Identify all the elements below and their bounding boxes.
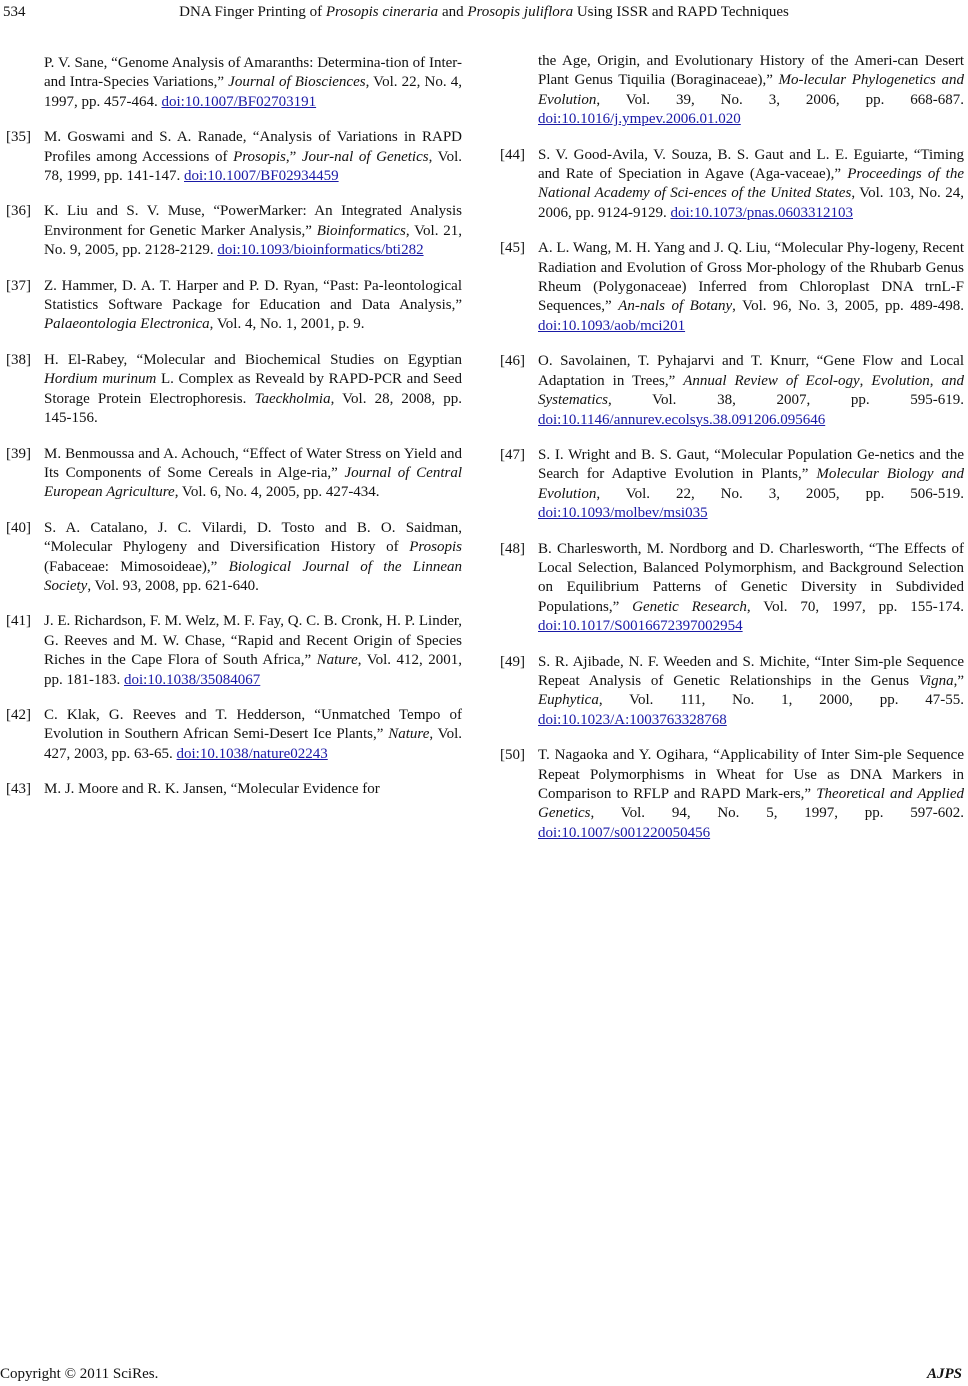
doi-link[interactable]: doi:10.1093/molbev/msi035 [538,505,708,522]
reference-number: [49] [500,653,525,670]
reference-number: [48] [500,540,525,557]
reference-entry [6,128,462,186]
doi-link[interactable]: doi:10.1023/A:1003763328768 [538,711,727,728]
reference-entry [500,653,964,731]
reference-number: [38] [6,351,31,368]
reference-text: C. Klak, G. Reeves and T. Hedderson, “Unmatched Tempo of Evolution in Southern African Semi-Desert Ice Plants,” Nature, Vol. 427, 2003, pp. 63-65. doi:10.1038/nature02243 [44,706,462,762]
doi-link[interactable]: doi:10.1093/aob/mci201 [538,317,686,334]
reference-entry [500,540,964,637]
references-right-column [500,52,964,859]
reference-text: J. E. Richardson, F. M. Welz, M. F. Fay, Q. C. B. Cronk, H. P. Linder, G. Reeves and M. W. Chase, “Rapid and Recent Origin of Species Riches in the Cape Flora of South Africa,” Nature, Vol. 412, 2001, pp. 181-183. doi:10.1038/35084067 [44,613,462,688]
doi-link[interactable]: doi:10.1146/annurev.ecolsys.38.091206.095646 [538,411,826,428]
reference-text: S. A. Catalano, J. C. Vilardi, D. Tosto and B. O. Saidman, “Molecular Phylogeny and Diversification History of Prosopis (Fabaceae: Mimosoideae),” Biological Journal of the Linnean Society, Vol. 93, 2008, pp. 621-640. [44,519,462,594]
reference-text: S. R. Ajibade, N. F. Weeden and S. Michite, “Inter Sim-ple Sequence Repeat Analysis of Genetic Relationships in the Genus Vigna,” Euphytica, Vol. 111, No. 1, 2000, pp. 47-55. doi:10.1023/A:1003763328768 [538,653,964,728]
reference-entry [6,54,462,112]
reference-number: [35] [6,129,31,146]
reference-number: [42] [6,706,31,723]
reference-entry [500,746,964,843]
doi-link[interactable]: doi:10.1007/s001220050456 [538,824,711,841]
reference-entry [500,239,964,336]
reference-text: M. J. Moore and R. K. Jansen, “Molecular Evidence for [44,781,380,798]
reference-number: [36] [6,203,31,220]
reference-entry [500,52,964,130]
reference-number: [45] [500,240,525,257]
doi-link[interactable]: doi:10.1007/BF02934459 [184,168,339,185]
doi-link[interactable]: doi:10.1038/nature02243 [176,745,328,762]
reference-text: the Age, Origin, and Evolutionary History of the Ameri-can Desert Plant Genus Tiquilia (Boraginaceae),” Mo-lecular Phylogenetics and Evolution, Vol. 39, No. 3, 2006, pp. 668-687. doi:10.1016/j.ympev.2006.01.020 [538,53,964,128]
reference-entry [6,519,462,597]
reference-number: [41] [6,613,31,630]
reference-entry [500,446,964,524]
doi-link[interactable]: doi:10.1073/pnas.0603312103 [670,204,853,221]
reference-text: M. Goswami and S. A. Ranade, “Analysis of Variations in RAPD Profiles among Accessions of Prosopis,” Jour-nal of Genetics, Vol. 78, 1999, pp. 141-147. doi:10.1007/BF02934459 [44,129,462,185]
reference-number: [47] [500,446,525,463]
reference-entry [500,352,964,430]
doi-link[interactable]: doi:10.1017/S0016672397002954 [538,618,743,635]
reference-number: [40] [6,519,31,536]
reference-number: [44] [500,146,525,163]
reference-text: T. Nagaoka and Y. Ogihara, “Applicability of Inter Sim-ple Sequence Repeat Polymorphisms in Wheat for Use as DNA Markers in Comparison to RFLP and RAPD Mark-ers,” Theoretical and Applied Genetics, Vol. 94, No. 5, 1997, pp. 597-602. doi:10.1007/s001220050456 [538,747,964,841]
doi-link[interactable]: doi:10.1016/j.ympev.2006.01.020 [538,111,741,128]
running-header [0,2,968,24]
reference-text: K. Liu and S. V. Muse, “PowerMarker: An Integrated Analysis Environment for Genetic Marker Analysis,” Bioinformatics, Vol. 21, No. 9, 2005, pp. 2128-2129. doi:10.1093/bioinformatics/bti282 [44,203,463,259]
reference-number: [50] [500,747,525,764]
reference-text: S. I. Wright and B. S. Gaut, “Molecular Population Ge-netics and the Search for Adaptive Evolution in Plants,” Molecular Biology and Evolution, Vol. 22, No. 3, 2005, pp. 506-519. doi:10.1093/molbev/msi035 [538,446,964,522]
running-title: DNA Finger Printing of Prosopis cineraria and Prosopis juliflora Using ISSR and RAPD Techniques [179,4,789,20]
reference-entry [6,445,462,503]
doi-link[interactable]: doi:10.1038/35084067 [124,671,261,688]
journal-abbreviation: AJPS [926,1366,962,1382]
reference-text: H. El-Rabey, “Molecular and Biochemical Studies on Egyptian Hordium murinum L. Complex as Reveald by RAPD-PCR and Seed Storage Protein Electrophoresis. Taeckholmia, Vol. 28, 2008, pp. 145-156. [44,351,462,427]
reference-number: [43] [6,781,31,798]
reference-number: [37] [6,277,31,294]
reference-text: A. L. Wang, M. H. Yang and J. Q. Liu, “Molecular Phy-logeny, Recent Radiation and Evolution of Gross Mor-phology of the Rhubarb Genus Rheum (Polygonaceae) Inferred from Chloroplast DNA trnL-F Sequences,” An-nals of Botany, Vol. 96, No. 3, 2005, pp. 489-498. doi:10.1093/aob/mci201 [538,240,965,334]
reference-number: [46] [500,353,525,370]
reference-text: M. Benmoussa and A. Achouch, “Effect of Water Stress on Yield and Its Components of Some Cereals in Alge-ria,” Journal of Central European Agriculture, Vol. 6, No. 4, 2005, pp. 427-434. [44,445,462,501]
reference-entry [6,202,462,260]
reference-entry [6,277,462,335]
reference-text: S. V. Good-Avila, V. Souza, B. S. Gaut and L. E. Eguiarte, “Timing and Rate of Speciation in Agave (Aga-vaceae),” Proceedings of the National Academy of Sci-ences of the United States, Vol. 103, No. 24, 2006, pp. 9124-9129. doi:10.1073/pnas.0603312103 [538,146,964,221]
doi-link[interactable]: doi:10.1093/bioinformatics/bti282 [217,242,424,259]
reference-entry [6,706,462,764]
reference-text: B. Charlesworth, M. Nordborg and D. Charlesworth, “The Effects of Local Selection, Balanced Polymorphism, and Background Selection on Equilibrium Patterns of Genetic Diversity in Subdivided Populations,” Genetic Research, Vol. 70, 1997, pp. 155-174. doi:10.1017/S0016672397002954 [538,540,965,635]
copyright-notice: Copyright © 2011 SciRes. [0,1366,159,1382]
page-footer [0,1365,968,1385]
reference-number: [39] [6,445,31,462]
reference-text: O. Savolainen, T. Pyhajarvi and T. Knurr, “Gene Flow and Local Adaptation in Trees,” Annual Review of Ecol-ogy, Evolution, and Systematics, Vol. 38, 2007, pp. 595-619. doi:10.1146/annurev.ecolsys.38.091206.095646 [538,353,964,428]
reference-entry [6,612,462,690]
reference-entry [500,146,964,224]
reference-text: P. V. Sane, “Genome Analysis of Amaranths: Determina-tion of Inter- and Intra-Species Variations,” Journal of Biosciences, Vol. 22, No. 4, 1997, pp. 457-464. doi:10.1007/BF02703191 [44,55,462,110]
reference-entry [6,351,462,429]
references-left-column [6,54,462,816]
page-number: 534 [3,4,26,20]
doi-link[interactable]: doi:10.1007/BF02703191 [161,93,317,110]
reference-entry [6,780,462,799]
reference-text: Z. Hammer, D. A. T. Harper and P. D. Ryan, “Past: Pa-leontological Statistics Software Package for Education and Data Analysis,” Palaeontologia Electronica, Vol. 4, No. 1, 2001, p. 9. [44,277,462,333]
